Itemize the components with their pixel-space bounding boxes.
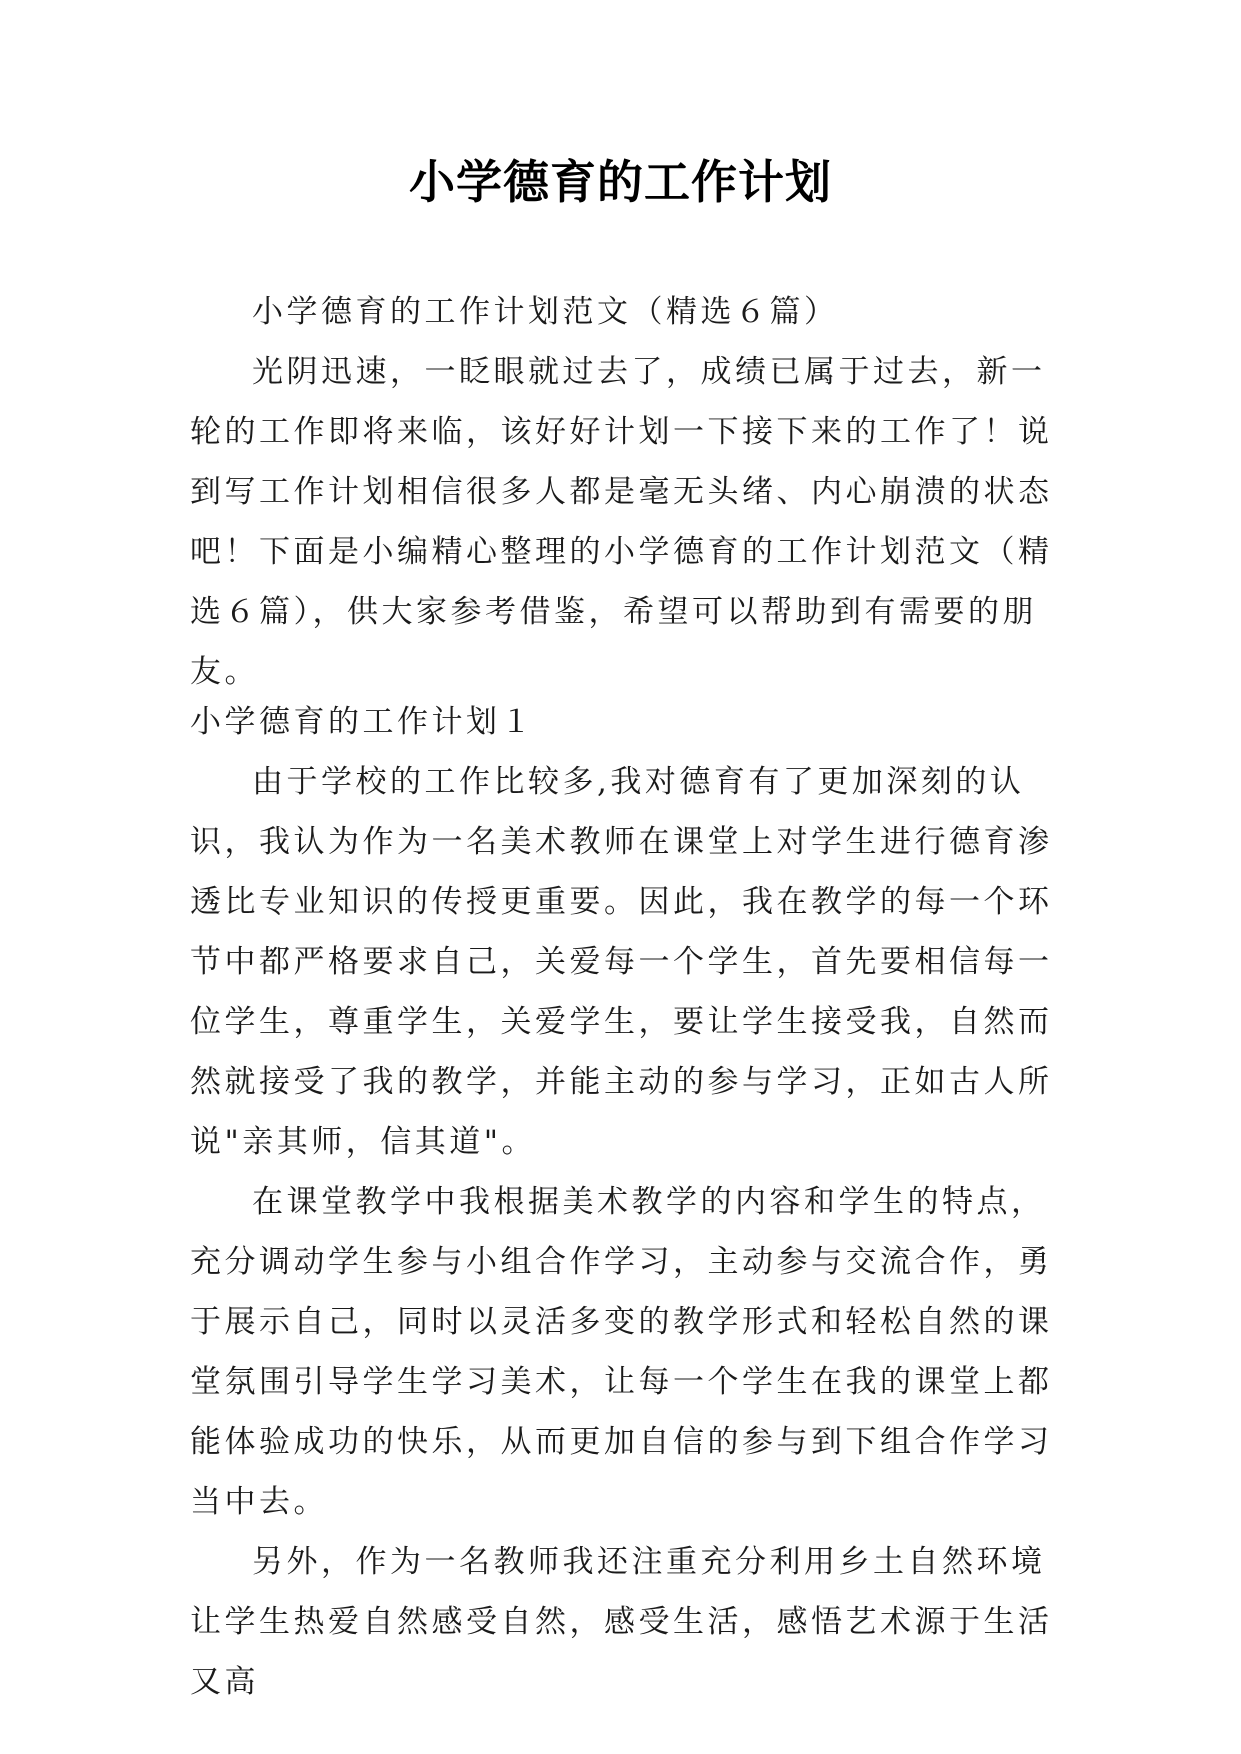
section-heading	[190, 692, 1060, 752]
section-1-paragraph-3: 另外，作为一名教师我还注重充分利用乡土自然环境让学生热爱自然感受自然，感受生活，感悟艺术源于生活又高	[190, 1544, 1053, 1700]
section-1-body	[190, 752, 1060, 1712]
intro-text: 光阴迅速，一眨眼就过去了，成绩已属于过去，新一轮的工作即将来临，该好好计划一下接下来的工作了！说到写工作计划相信很多人都是毫无头绪、内心崩溃的状态吧！下面是小编精心整理的小学德育的工作计划范文（精选６篇），供大家参考借鉴，希望可以帮助到有需要的朋友。	[190, 354, 1053, 690]
subtitle-line: 小学德育的工作计划范文（精选６篇）	[252, 294, 839, 330]
section-1-heading: 小学德育的工作计划１	[190, 704, 535, 740]
section-1-paragraph-1: 由于学校的工作比较多,我对德育有了更加深刻的认识，我认为作为一名美术教师在课堂上对学生进行德育渗透比专业知识的传授更重要。因此，我在教学的每一个环节中都严格要求自己，关爱每一个学生，首先要相信每一位学生，尊重学生，关爱学生，要让学生接受我，自然而然就接受了我的教学，并能主动的参与学习，正如古人所说"亲其师，信其道"。	[190, 764, 1053, 1160]
intro-paragraph	[190, 342, 1060, 702]
section-1-paragraph-2: 在课堂教学中我根据美术教学的内容和学生的特点，充分调动学生参与小组合作学习，主动参与交流合作，勇于展示自己，同时以灵活多变的教学形式和轻松自然的课堂氛围引导学生学习美术，让每一个学生在我的课堂上都能体验成功的快乐，从而更加自信的参与到下组合作学习当中去。	[190, 1184, 1053, 1520]
document-subtitle	[190, 282, 1060, 342]
document-title: 小学德育的工作计划	[409, 155, 832, 209]
